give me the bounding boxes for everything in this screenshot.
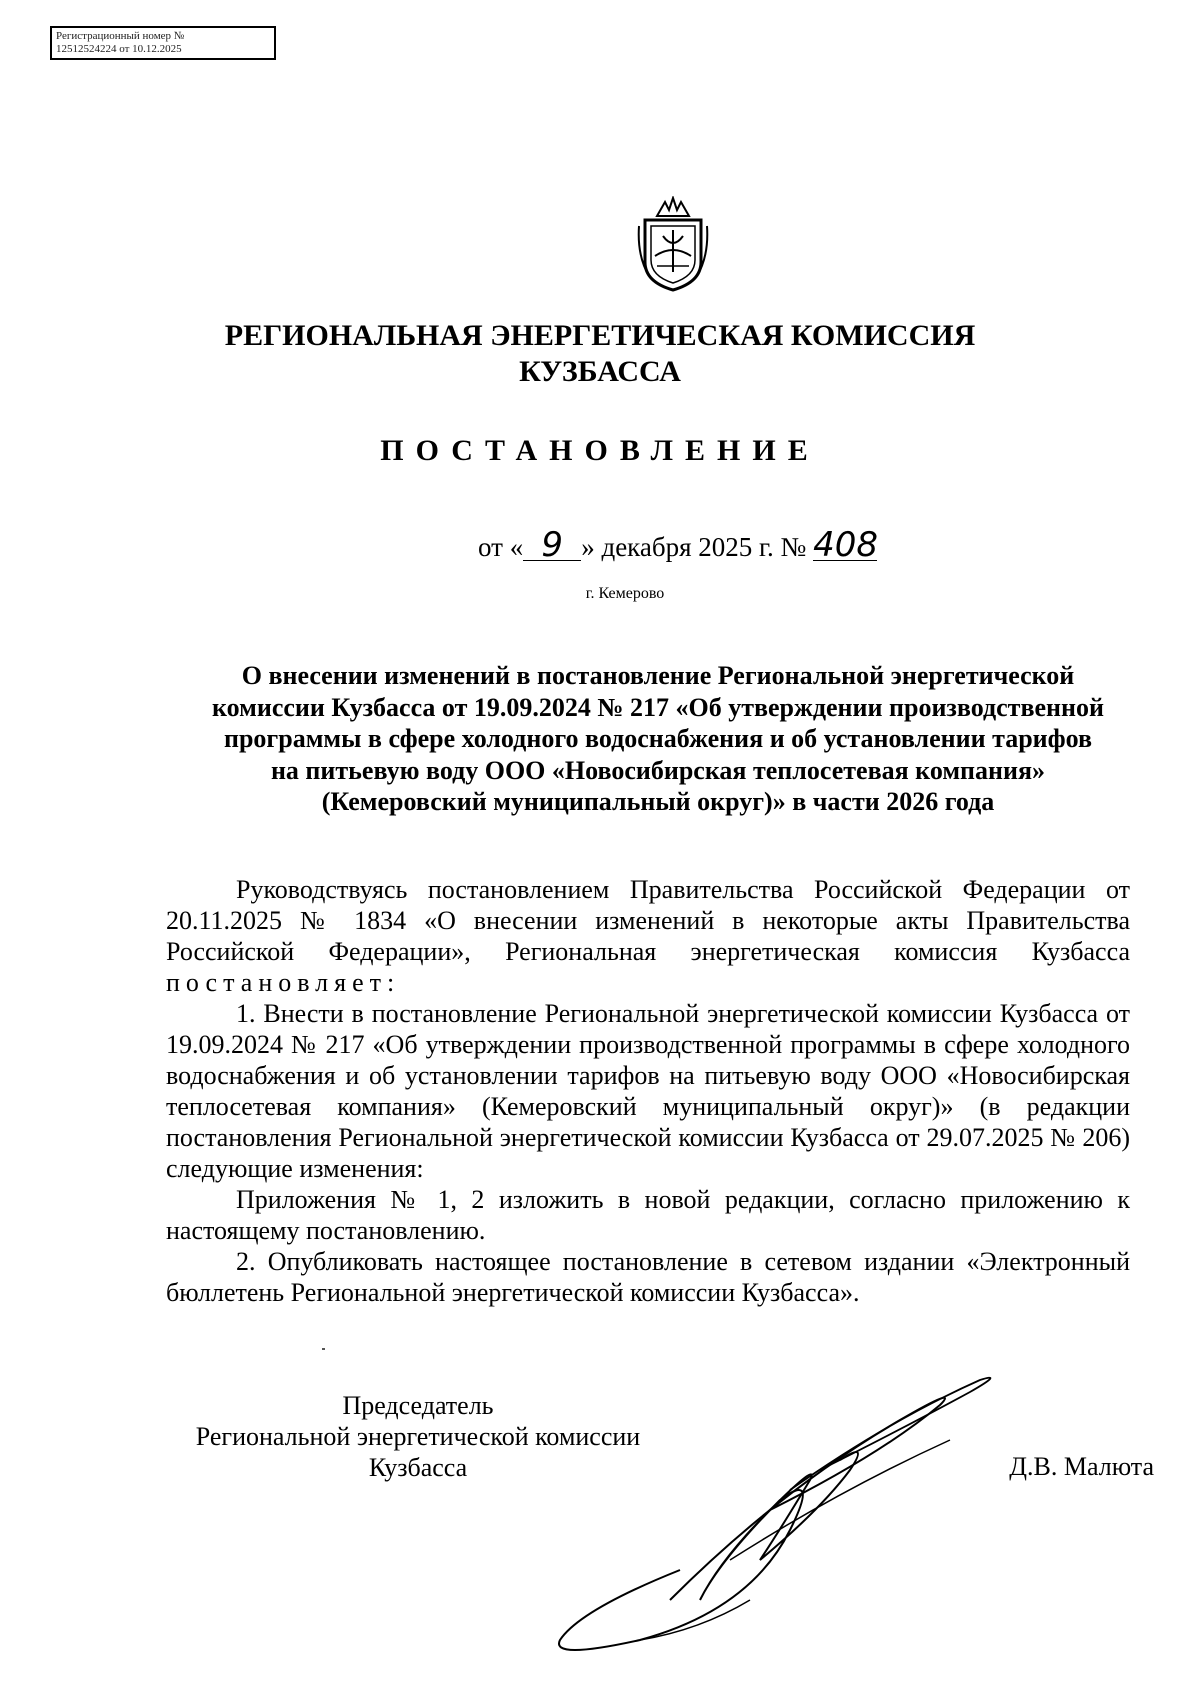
subject-line: (Кемеровский муниципальный округ)» в части 2026 года — [321, 787, 995, 816]
organization-name — [0, 318, 1200, 390]
preamble-paragraph — [166, 874, 1130, 998]
handwritten-number: 408 — [813, 525, 878, 565]
registration-label: Регистрационный номер № — [56, 30, 185, 42]
document-body — [166, 874, 1130, 1308]
date-prefix: от « — [478, 532, 524, 562]
item-1-paragraph: 1. Внести в постановление Региональной энергетической комиссии Кузбасса от 19.09.2024 № 217 «Об утверждении производственной программы в сфере холодного водоснабжения и об установлении тарифов на питьевую воду ООО «Новосибирская теплосетевая компания» (Кемеровский муниципальный округ)» (в редакции постановления Региональной энергетической комиссии Кузбасса от 29.07.2025 № 206) следующие изменения: — [166, 999, 1130, 1183]
date-month-year: » декабря 2025 г. № — [581, 532, 807, 562]
signatory-title-line3: Кузбасса — [368, 1453, 468, 1482]
item-2-paragraph: 2. Опубликовать настоящее постановление в сетевом издании «Электронный бюллетень Региональной энергетической комиссии Кузбасса». — [166, 1247, 1130, 1307]
date-line — [478, 525, 878, 565]
document-type: ПОСТАНОВЛЕНИЕ — [380, 434, 820, 467]
handwritten-day: 9 — [523, 530, 581, 561]
subject-line: О внесении изменений в постановление Региональной энергетической — [241, 661, 1075, 690]
registration-number: 12512524224 от 10.12.2025 — [56, 43, 182, 55]
signatory-name: Д.В. Малюта — [1009, 1452, 1154, 1481]
resolves-word: постановляет: — [166, 968, 401, 997]
organization-name-line1: РЕГИОНАЛЬНАЯ ЭНЕРГЕТИЧЕСКАЯ КОМИССИЯ — [224, 319, 976, 352]
item-1-detail-paragraph: Приложения № 1, 2 изложить в новой редакции, согласно приложению к настоящему постановлению. — [166, 1185, 1130, 1245]
registration-stamp — [50, 26, 276, 60]
signatory-title-line2: Региональной энергетической комиссии — [195, 1422, 641, 1451]
signatory-title-line1: Председатель — [342, 1391, 494, 1420]
organization-name-line2: КУЗБАССА — [519, 355, 681, 388]
document-subject — [160, 660, 1156, 818]
city: г. Кемерово — [585, 585, 665, 602]
subject-line: комиссии Кузбасса от 19.09.2024 № 217 «Об утверждении производственной — [212, 692, 1104, 722]
subject-line: на питьевую воду ООО «Новосибирская теплосетевая компания» — [270, 755, 1046, 785]
coat-of-arms-emblem — [635, 196, 711, 292]
subject-line: программы в сфере холодного водоснабжения и об установлении тарифов — [223, 724, 1093, 753]
scan-speck — [322, 1348, 325, 1350]
handwritten-signature — [520, 1360, 1020, 1660]
preamble-text: Руководствуясь постановлением Правительства Российской Федерации от 20.11.2025 № 1834 «О внесении изменений в некоторые акты Правительства Российской Федерации», Региональная энергетическая комиссия Кузбасса — [166, 875, 1130, 966]
